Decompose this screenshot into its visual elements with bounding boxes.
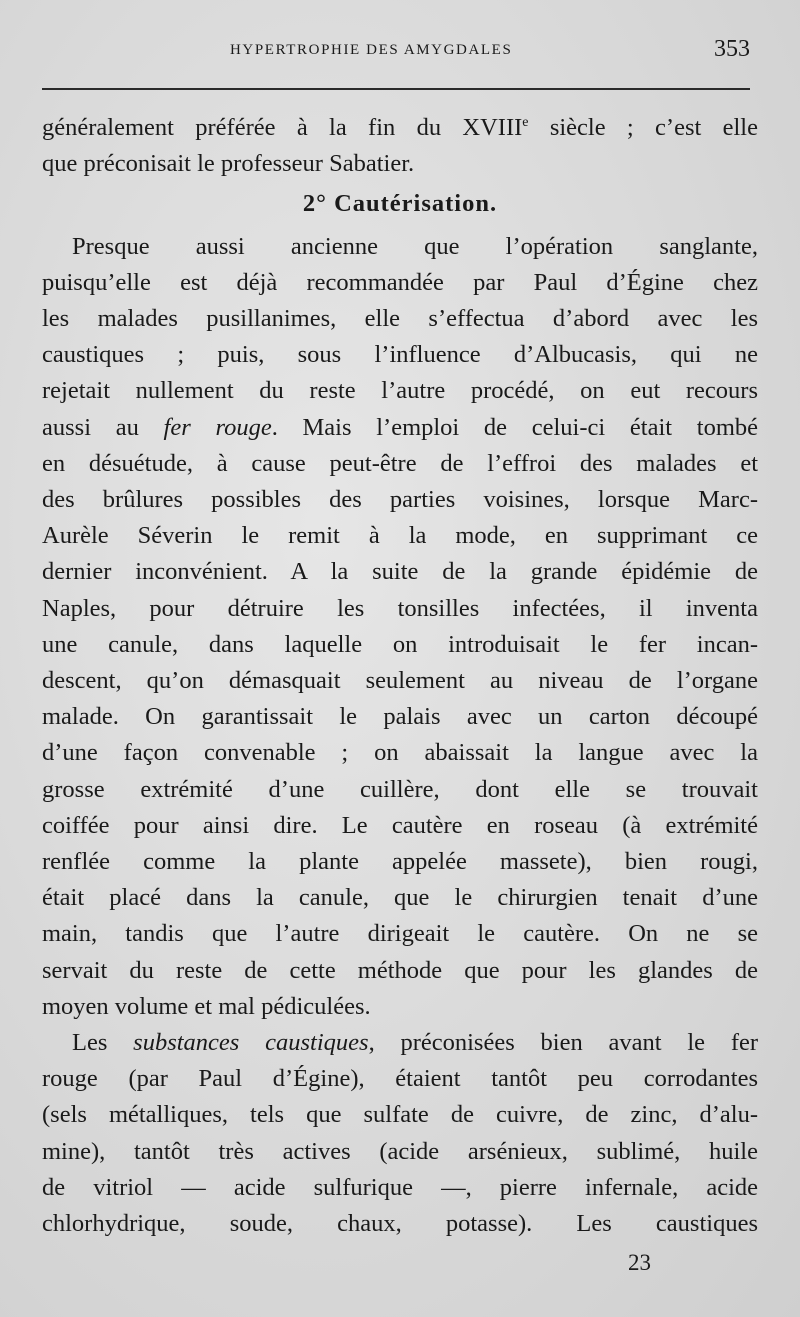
text-line: généralement préférée à la fin du XVIIIe siècle ; c’est elle bbox=[42, 114, 758, 141]
text-line: (sels métalliques, tels que sulfate de cuivre, de zinc, d’alu- bbox=[42, 1101, 758, 1129]
text-line: aussi au fer rouge. Mais l’emploi de celui-ci était tombé bbox=[42, 413, 759, 441]
text-line: servait du reste de cette méthode que pour les glandes de bbox=[42, 956, 758, 984]
text-line: caustiques ; puis, sous l’influence d’Albucasis, qui ne bbox=[42, 341, 758, 369]
text-line: en désuétude, à cause peut-être de l’effroi des malades et bbox=[42, 449, 758, 477]
text-line: grosse extrémité d’une cuillère, dont elle se trouvait bbox=[42, 775, 758, 803]
text-line: dernier inconvénient. A la suite de la grande épidémie de bbox=[42, 558, 758, 586]
text-line: rejetait nullement du reste l’autre procédé, on eut recours bbox=[42, 377, 758, 405]
text-line: des brûlures possibles des parties voisines, lorsque Marc- bbox=[42, 486, 758, 514]
page-body bbox=[42, 110, 758, 1242]
text-line: descent, qu’on démasquait seulement au niveau de l’organe bbox=[42, 667, 758, 695]
text-line: coiffée pour ainsi dire. Le cautère en roseau (à extrémité bbox=[42, 811, 758, 839]
text-line: main, tandis que l’autre dirigeait le cautère. On ne se bbox=[42, 920, 758, 948]
signature-mark: 23 bbox=[628, 1250, 651, 1275]
text-line: puisqu’elle est déjà recommandée par Paul d’Égine chez bbox=[42, 268, 758, 296]
text-line: une canule, dans laquelle on introduisait le fer incan- bbox=[42, 630, 758, 658]
section-heading: 2° Cautérisation. bbox=[302, 190, 498, 218]
page-header bbox=[40, 36, 750, 66]
text-line: Naples, pour détruire les tonsilles infectées, il inventa bbox=[42, 594, 758, 622]
text-line: renflée comme la plante appelée massete), bien rougi, bbox=[42, 848, 758, 876]
text-line: chlorhydrique, soude, chaux, potasse). Les caustiques bbox=[42, 1210, 758, 1238]
text-line: rouge (par Paul d’Égine), étaient tantôt peu corrodantes bbox=[42, 1065, 758, 1093]
text-line: était placé dans la canule, que le chirurgien tenait d’une bbox=[42, 884, 758, 912]
running-title: HYPERTROPHIE DES AMYGDALES bbox=[230, 42, 513, 58]
text-line: les malades pusillanimes, elle s’effectua d’abord avec les bbox=[42, 305, 758, 333]
text-line: malade. On garantissait le palais avec un carton découpé bbox=[42, 703, 758, 731]
text-line: de vitriol — acide sulfurique —, pierre infernale, acide bbox=[42, 1173, 758, 1201]
text-line: d’une façon convenable ; on abaissait la langue avec la bbox=[42, 739, 758, 767]
text-line: moyen volume et mal pédiculées. bbox=[42, 992, 371, 1020]
text-line: Presque aussi ancienne que l’opération sanglante, bbox=[72, 232, 758, 260]
text-line: Les substances caustiques, préconisées bien avant le fer bbox=[72, 1029, 759, 1057]
header-rule bbox=[42, 88, 750, 90]
text-line: mine), tantôt très actives (acide arsénieux, sublimé, huile bbox=[42, 1137, 758, 1165]
page-number: 353 bbox=[714, 36, 750, 62]
text-line: que préconisait le professeur Sabatier. bbox=[42, 150, 415, 178]
text-line: Aurèle Séverin le remit à la mode, en supprimant ce bbox=[42, 522, 758, 550]
